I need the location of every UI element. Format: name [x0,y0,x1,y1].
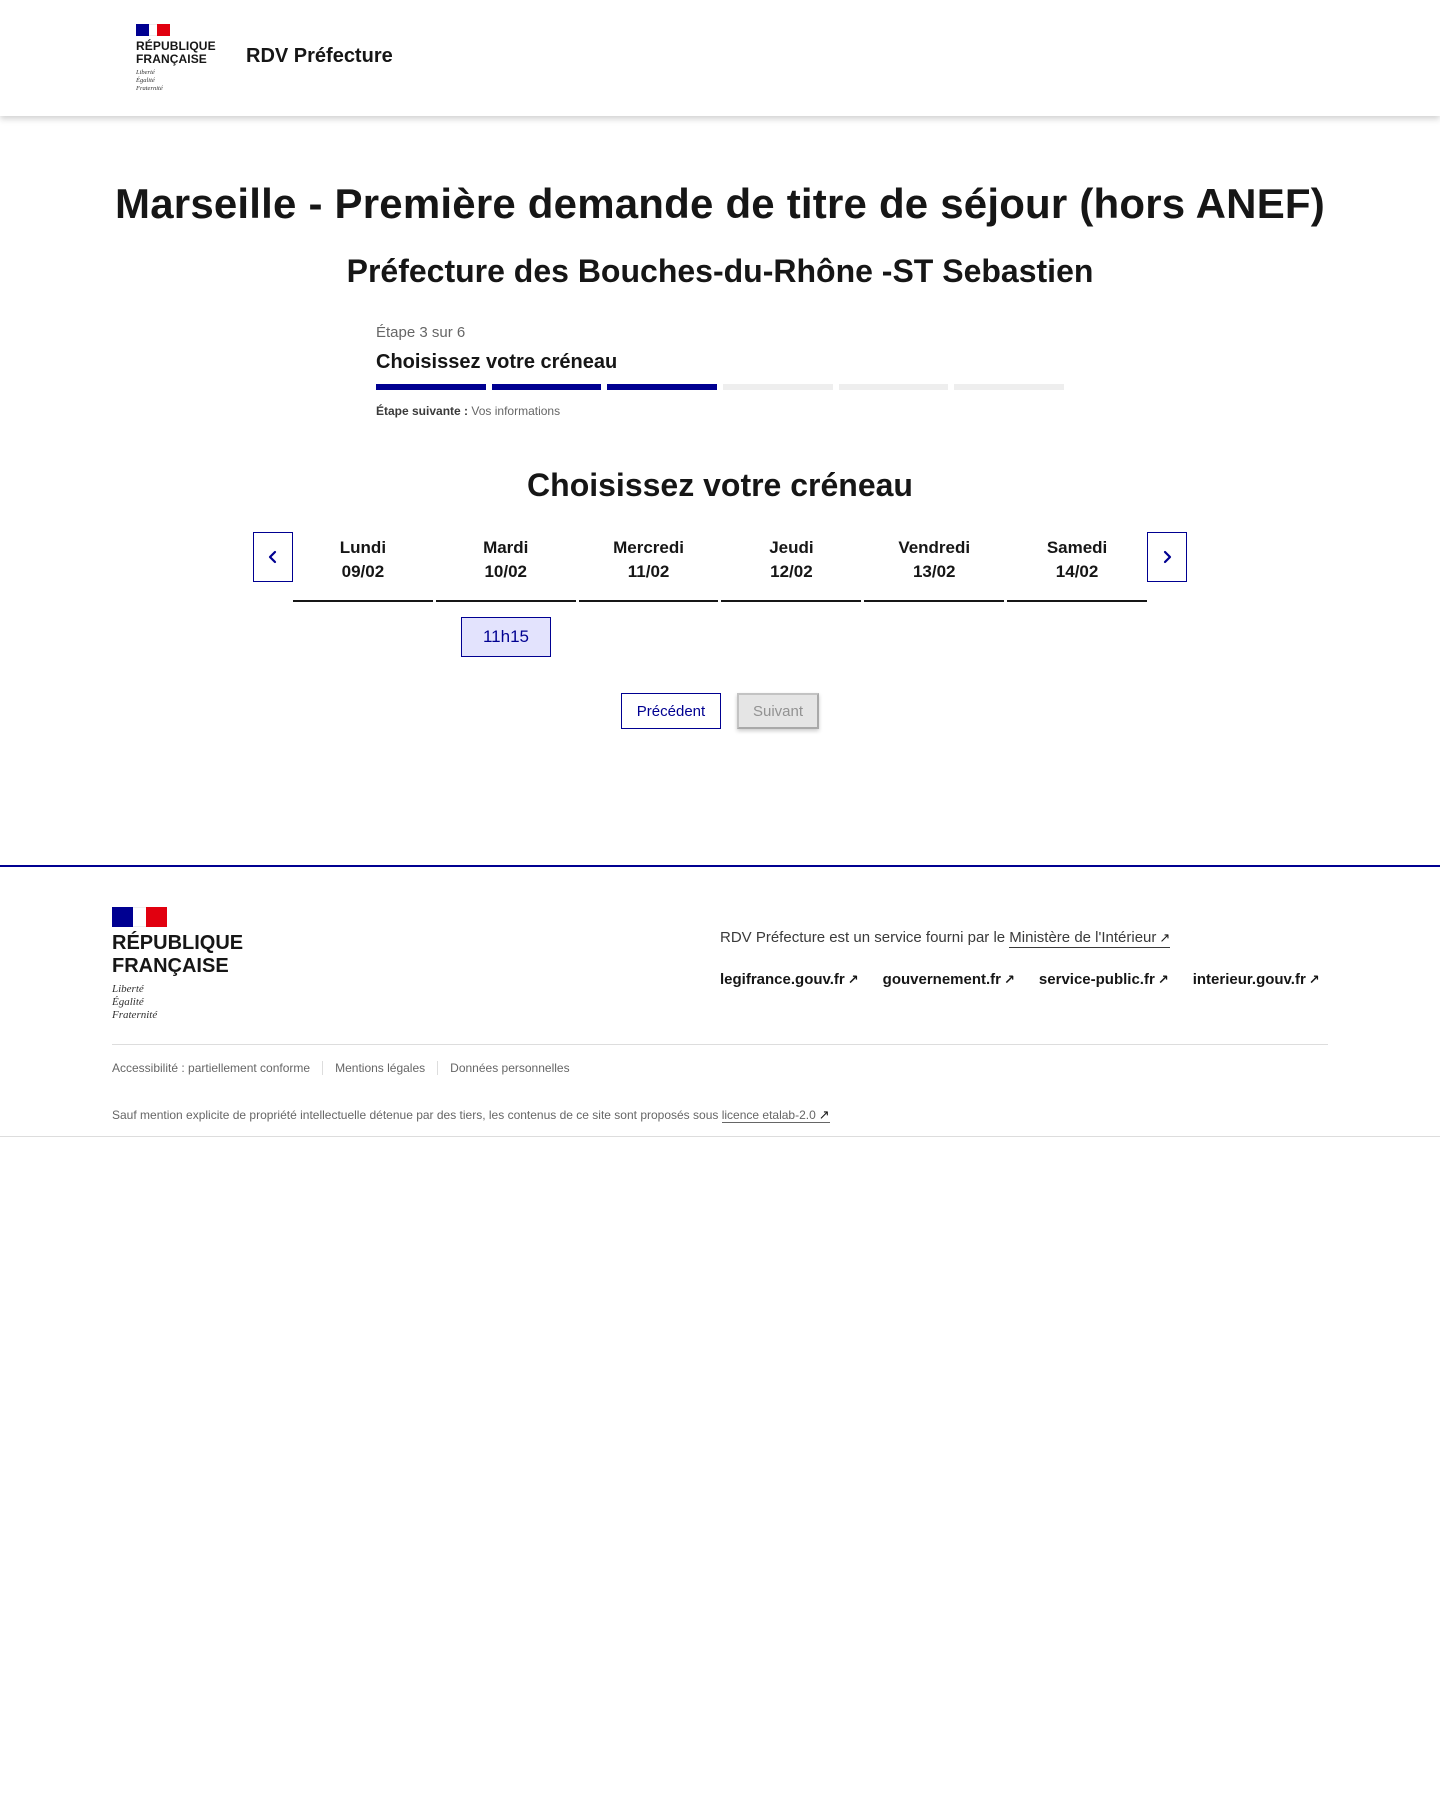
motto-line-2: Égalité [136,77,155,84]
footer-description-text: RDV Préfecture est un service fourni par le [720,929,1006,946]
step-bar-6 [954,384,1064,390]
footer-link-interieur[interactable] [1193,971,1320,988]
footer-motto-line-3: Fraternité [112,1009,158,1021]
day-column-vendredi [864,532,1004,602]
day-date: 14/02 [1055,562,1099,581]
day-date: 13/02 [912,562,956,581]
ministry-link[interactable] [1009,929,1170,948]
day-date: 10/02 [484,562,528,581]
footer-bottom-links [112,1061,582,1075]
day-name: Vendredi [898,538,971,557]
license-link[interactable] [722,1108,830,1123]
day-columns [293,532,1147,602]
footer-motto-line-1: Liberté [112,983,144,995]
footer-description [720,929,1170,946]
day-column-lundi [293,532,433,602]
footer-link-label: legifrance.gouv.fr [720,971,845,988]
day-name: Samedi [1046,538,1108,557]
day-date: 09/02 [341,562,385,581]
motto-line-1: Liberté [136,69,155,76]
footer-motto-line-2: Égalité [112,996,144,1008]
footer-link-service-public[interactable] [1039,971,1169,988]
footer-link-label: gouvernement.fr [882,971,1002,988]
external-link-icon: ↗ [818,1107,830,1122]
day-column-mercredi [579,532,719,602]
chevron-right-icon [1161,550,1173,564]
site-header [0,0,1440,116]
day-column-jeudi [721,532,861,602]
footer-republique-francaise-logo[interactable] [112,907,272,1022]
footer-links [720,971,1320,988]
ministry-link-label: Ministère de l'Intérieur [1009,929,1157,946]
step-title: Choisissez votre créneau [376,351,618,373]
license-text: Sauf mention explicite de propriété intellectuelle détenue par des tiers, les contenus de ce site sont proposés sous [112,1108,719,1122]
day-date: 11/02 [627,562,670,581]
legal-notice-link[interactable]: Mentions légales [322,1061,437,1075]
step-bar-5 [839,384,949,390]
time-slot-button[interactable]: 11h15 [461,617,551,657]
brand-line-2: FRANÇAISE [136,52,207,66]
site-footer [0,865,1440,1137]
step-next [376,404,1064,418]
external-link-icon: ↗ [1159,930,1171,945]
previous-week-button[interactable] [253,532,293,582]
step-bar-3 [607,384,717,390]
step-count: Étape 3 sur 6 [376,324,466,341]
footer-motto [112,983,272,1022]
next-week-button[interactable] [1147,532,1187,582]
step-next-label: Étape suivante : [376,404,469,418]
step-bar-2 [492,384,602,390]
stepper [376,324,1064,418]
marianne-flag-icon [136,24,170,36]
slot-heading: Choisissez votre créneau [527,467,913,503]
external-link-icon: ↗ [1004,972,1015,987]
accessibility-link[interactable]: Accessibilité : partiellement conforme [112,1061,311,1075]
step-progress [376,384,1064,390]
republique-francaise-logo[interactable] [136,24,226,93]
day-date: 12/02 [770,562,813,581]
footer-link-label: interieur.gouv.fr [1192,971,1306,988]
page-subtitle: Préfecture des Bouches-du-Rhône -ST Sebastien [346,253,1094,289]
site-title[interactable]: RDV Préfecture [246,45,393,67]
page-title: Marseille - Première demande de titre de séjour (hors ANEF) [115,180,1325,227]
step-next-value: Vos informations [471,404,561,418]
external-link-icon: ↗ [1308,972,1320,987]
footer-brand-line-2: FRANÇAISE [112,955,229,977]
step-bar-4 [723,384,833,390]
brand-text [136,40,226,66]
footer-license [112,1107,830,1123]
day-name: Jeudi [769,538,814,557]
chevron-left-icon [267,550,279,564]
next-button[interactable]: Suivant [737,693,819,729]
external-link-icon: ↗ [1157,972,1169,987]
footer-link-legifrance[interactable] [720,971,859,988]
external-link-icon: ↗ [847,972,859,987]
personal-data-link[interactable]: Données personnelles [437,1061,581,1075]
license-link-label: licence etalab-2.0 [721,1108,816,1122]
day-name: Mercredi [613,538,684,557]
motto-line-3: Fraternité [136,85,163,92]
day-name: Lundi [339,538,387,557]
brand-motto [136,69,226,93]
footer-brand-text [112,932,272,978]
footer-brand-line-1: RÉPUBLIQUE [112,932,244,954]
day-name: Mardi [483,538,529,557]
marianne-flag-icon [112,907,167,927]
day-column-mardi [436,532,576,602]
footer-link-label: service-public.fr [1038,971,1155,988]
brand-line-1: RÉPUBLIQUE [136,39,216,53]
footer-link-gouvernement[interactable] [883,971,1015,988]
step-bar-1 [376,384,486,390]
footer-divider [112,1044,1328,1045]
day-column-samedi [1007,532,1147,602]
previous-button[interactable]: Précédent [621,693,721,729]
